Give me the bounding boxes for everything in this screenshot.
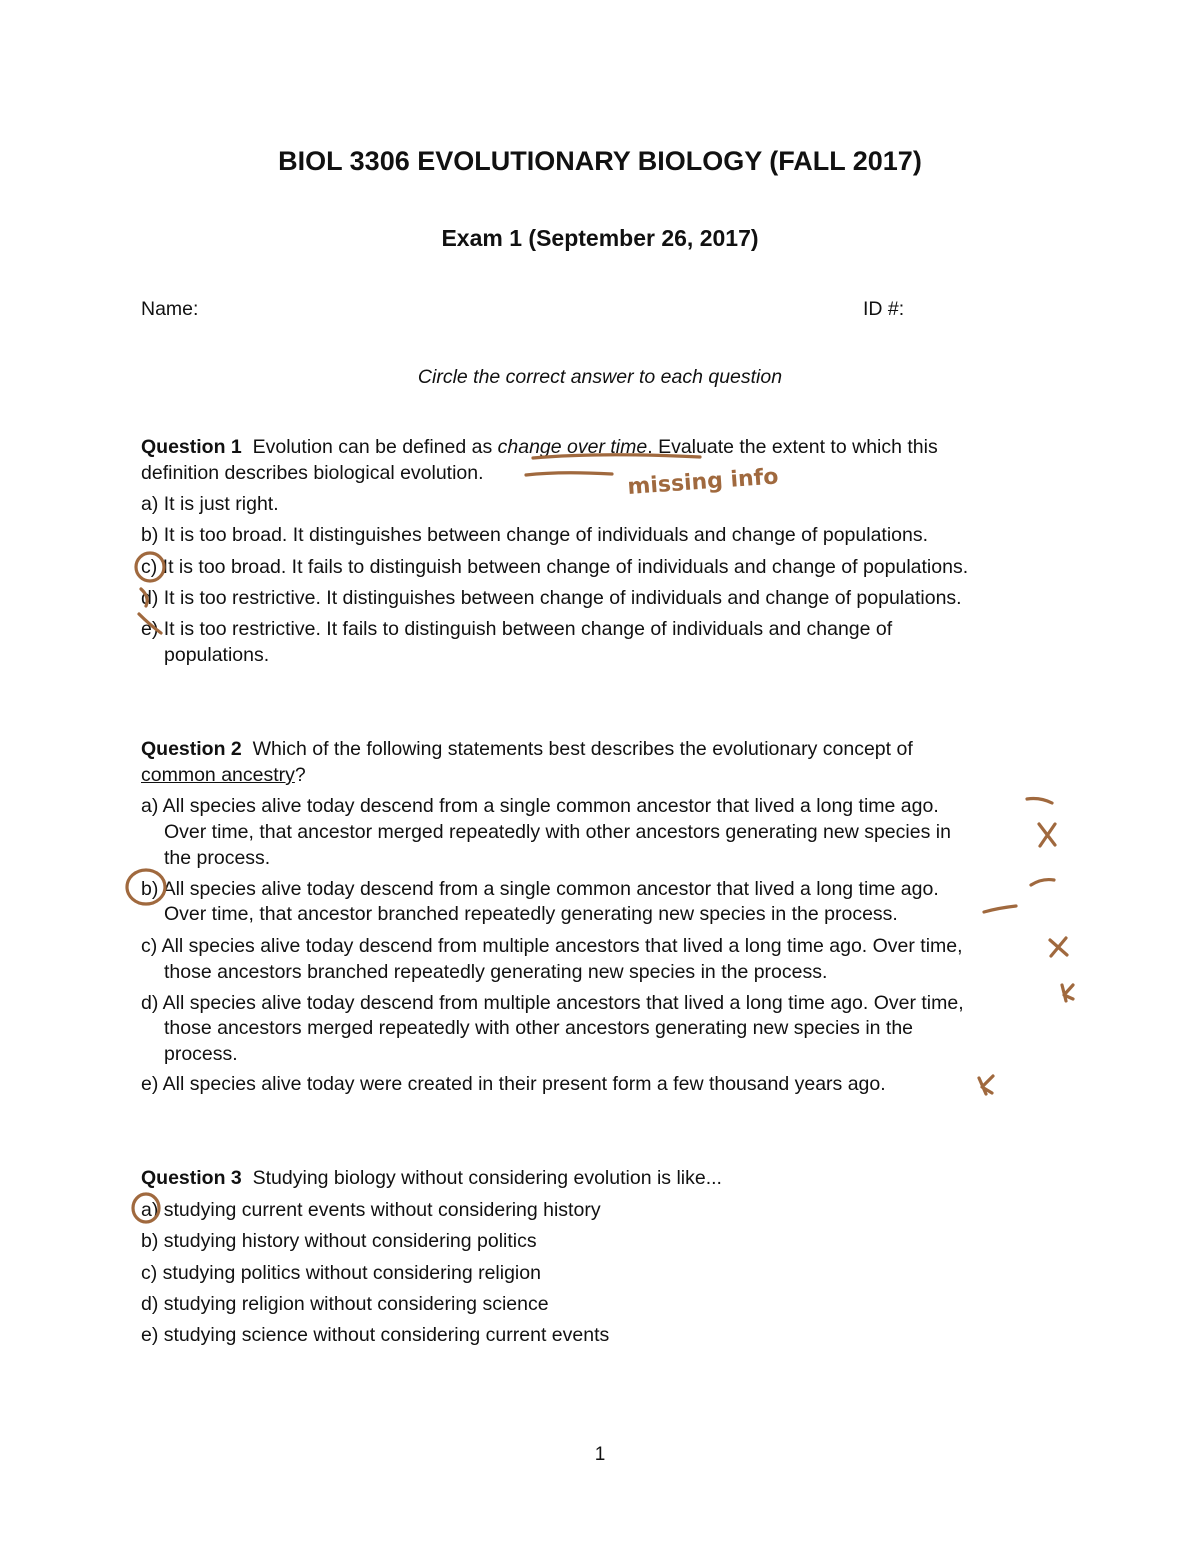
name-label: Name: [141, 298, 199, 320]
question-1-label: Question 1 [141, 436, 242, 458]
question-2-text-after: ? [294, 764, 306, 786]
cross-mark [1062, 985, 1073, 1001]
question-3-stem [141, 1165, 722, 1191]
q2-option-a-cont2: the process. [164, 847, 271, 869]
underline-mark [526, 473, 612, 475]
q3-option-c: c) studying politics without considering religion [141, 1262, 541, 1284]
q2-option-a-cont1: Over time, that ancestor merged repeatedly with other ancestors generating new species in [164, 821, 951, 843]
q2-option-b: b) All species alive today descend from a single common ancestor that lived a long time ago. [141, 878, 939, 900]
id-label: ID #: [863, 298, 905, 320]
instructions: Circle the correct answer to each question [417, 366, 783, 388]
question-1-emphasis: change over time [497, 436, 648, 458]
handwritten-note: missing info [626, 464, 780, 500]
q1-option-b: b) It is too broad. It distinguishes between change of individuals and change of populations. [141, 524, 929, 546]
question-2-label: Question 2 [141, 738, 242, 760]
q2-option-c-cont: those ancestors branched repeatedly generating new species in the process. [164, 961, 828, 983]
q2-option-a: a) All species alive today descend from a single common ancestor that lived a long time ago. [141, 795, 939, 817]
q3-option-b: b) studying history without considering politics [141, 1230, 537, 1252]
question-1-text: Evolution can be defined as [252, 436, 498, 458]
q2-option-d-cont1: those ancestors merged repeatedly with other ancestors generating new species in the [164, 1017, 914, 1039]
q1-option-e: e) It is too restrictive. It fails to distinguish between change of individuals and change of [141, 618, 893, 640]
question-3-label: Question 3 [141, 1167, 242, 1189]
q1-option-c: c) It is too broad. It fails to distinguish between change of individuals and change of populations. [141, 556, 969, 578]
q3-option-a: a) studying current events without considering history [141, 1199, 601, 1221]
q2-option-d: d) All species alive today descend from multiple ancestors that lived a long time ago. Over time, [141, 992, 964, 1014]
cross-mark [979, 1076, 993, 1094]
page-number: 1 [594, 1444, 606, 1465]
cross-mark [1050, 938, 1067, 956]
q1-option-d: d) It is too restrictive. It distinguishes between change of individuals and change of populations. [141, 587, 962, 609]
q2-option-e: e) All species alive today were created in their present form a few thousand years ago. [141, 1073, 886, 1095]
exam-subtitle: Exam 1 (September 26, 2017) [441, 225, 759, 251]
q2-option-c: c) All species alive today descend from multiple ancestors that lived a long time ago. Over time, [141, 935, 963, 957]
exam-title: BIOL 3306 EVOLUTIONARY BIOLOGY (FALL 2017) [278, 146, 922, 176]
question-1-text-after: . Evaluate the extent to which this [647, 436, 938, 458]
check-mark [1031, 880, 1054, 885]
q3-option-d: d) studying religion without considering science [141, 1293, 549, 1315]
question-2-emphasis: common ancestry [141, 764, 295, 786]
question-2-stem [141, 736, 913, 762]
check-mark [1027, 799, 1052, 804]
question-2-text: Which of the following statements best describes the evolutionary concept of [252, 738, 913, 760]
q1-option-a: a) It is just right. [141, 493, 279, 515]
q3-option-e: e) studying science without considering current events [141, 1324, 610, 1346]
check-mark [984, 906, 1016, 912]
question-3-text: Studying biology without considering evolution is like... [252, 1167, 722, 1189]
q2-option-d-cont2: process. [164, 1043, 238, 1065]
question-1-stem-line2: definition describes biological evolution. [141, 462, 484, 484]
question-2-stem-line2 [141, 762, 306, 788]
question-1-stem [141, 434, 938, 460]
cross-mark [1039, 824, 1055, 846]
q2-option-b-cont: Over time, that ancestor branched repeatedly generating new species in the process. [164, 903, 898, 925]
q1-option-e-cont: populations. [164, 644, 270, 666]
